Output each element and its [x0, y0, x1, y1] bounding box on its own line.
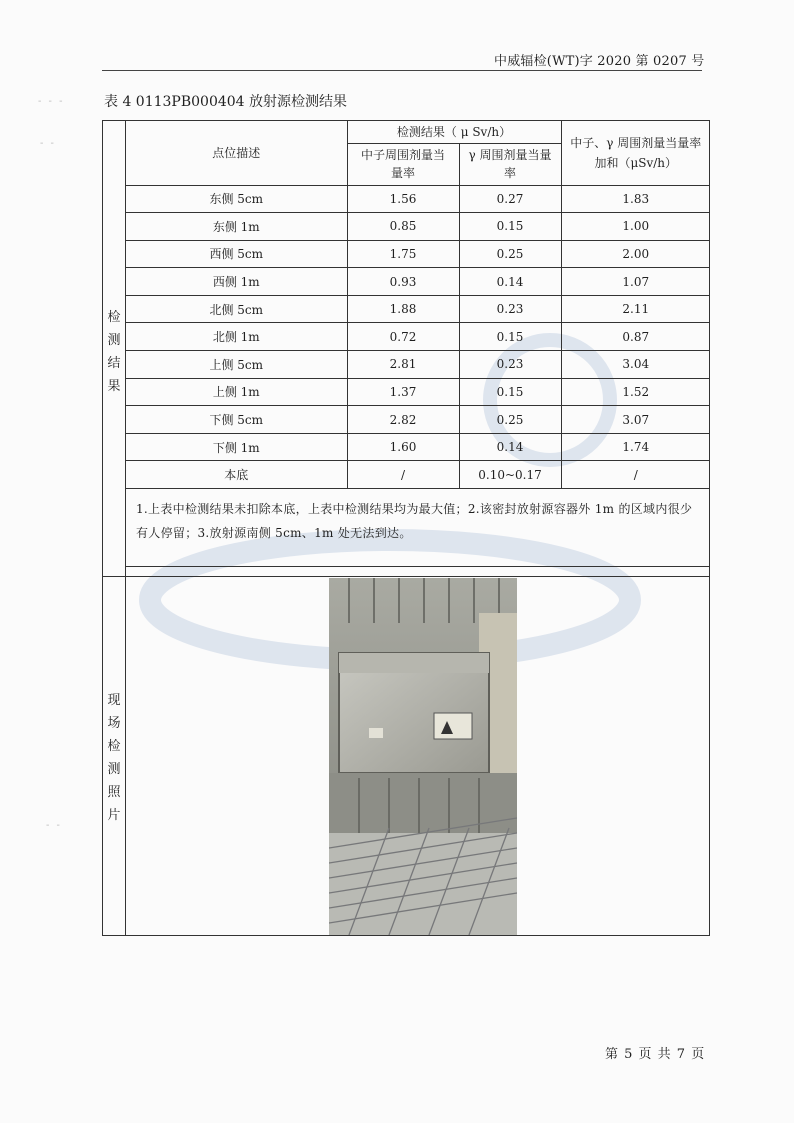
header-rule	[102, 70, 702, 71]
side-label-text: 检测结果	[107, 310, 121, 394]
cell-point: 北侧 5cm	[126, 295, 347, 323]
table-row	[126, 406, 710, 434]
cell-sum: 3.04	[561, 351, 710, 379]
cell-gamma: 0.15	[459, 213, 561, 241]
cell-gamma: 0.25	[459, 240, 561, 268]
cell-neutron: 0.72	[347, 323, 459, 351]
page-footer: 第 5 页 共 7 页	[605, 1047, 706, 1062]
photo-section-divider	[103, 576, 709, 577]
cell-point: 东侧 5cm	[126, 185, 347, 213]
cell-point: 下侧 5cm	[126, 406, 347, 434]
cell-point: 西侧 1m	[126, 268, 347, 296]
scan-mark: - -	[46, 820, 62, 831]
cell-sum: 1.00	[561, 213, 710, 241]
cell-gamma: 0.27	[459, 185, 561, 213]
cell-neutron: 2.82	[347, 406, 459, 434]
header-neutron: 中子周围剂量当量率	[347, 143, 459, 185]
table-row	[126, 351, 710, 379]
cell-neutron: 0.93	[347, 268, 459, 296]
cell-gamma: 0.14	[459, 433, 561, 461]
cell-neutron: 1.60	[347, 433, 459, 461]
header-sum: 中子、γ 周围剂量当量率加和（μSv/h）	[561, 121, 710, 185]
cell-point: 本底	[126, 461, 347, 489]
scan-mark: - - -	[38, 96, 65, 107]
cell-sum: 1.52	[561, 378, 710, 406]
cell-sum: 1.74	[561, 433, 710, 461]
cell-neutron: /	[347, 461, 459, 489]
header-gamma: γ 周围剂量当量率	[459, 143, 561, 185]
cell-gamma: 0.10~0.17	[459, 461, 561, 489]
side-label-text: 现场检测照片	[107, 693, 121, 823]
cell-sum: /	[561, 461, 710, 489]
note-text: 1.上表中检测结果未扣除本底，上表中检测结果均为最大值；2.该密封放射源容器外 1m 的区域内很少有人停留；3.放射源南侧 5cm、1m 处无法到达。	[126, 489, 710, 567]
table-row	[126, 213, 710, 241]
cell-gamma: 0.15	[459, 323, 561, 351]
cell-sum: 1.83	[561, 185, 710, 213]
table-row	[126, 433, 710, 461]
cell-point: 上侧 5cm	[126, 351, 347, 379]
cell-gamma: 0.23	[459, 351, 561, 379]
cell-sum: 2.00	[561, 240, 710, 268]
scan-mark: - -	[40, 138, 56, 149]
cell-gamma: 0.14	[459, 268, 561, 296]
cell-point: 北侧 1m	[126, 323, 347, 351]
site-photo-image	[329, 578, 517, 935]
table-row	[126, 268, 710, 296]
table-row	[126, 295, 710, 323]
cell-gamma: 0.25	[459, 406, 561, 434]
header-group: 检测结果（ μ Sv/h）	[347, 121, 561, 143]
cell-sum: 3.07	[561, 406, 710, 434]
cell-neutron: 1.75	[347, 240, 459, 268]
side-label-results	[103, 306, 125, 398]
document-code: 中威辐检(WT)字 2020 第 0207 号	[494, 54, 705, 69]
cell-sum: 2.11	[561, 295, 710, 323]
table-row	[126, 461, 710, 489]
results-frame	[102, 120, 710, 936]
cell-point: 下侧 1m	[126, 433, 347, 461]
cell-neutron: 0.85	[347, 213, 459, 241]
table-caption: 表 4 0113PB000404 放射源检测结果	[104, 94, 348, 110]
cell-gamma: 0.15	[459, 378, 561, 406]
table-row	[126, 185, 710, 213]
cell-sum: 1.07	[561, 268, 710, 296]
table-row	[126, 323, 710, 351]
cell-sum: 0.87	[561, 323, 710, 351]
cell-gamma: 0.23	[459, 295, 561, 323]
header-point: 点位描述	[126, 121, 347, 185]
table-row	[126, 240, 710, 268]
cell-neutron: 2.81	[347, 351, 459, 379]
side-label-photo	[103, 689, 125, 827]
results-table	[126, 121, 710, 567]
cell-neutron: 1.88	[347, 295, 459, 323]
cell-point: 上侧 1m	[126, 378, 347, 406]
cell-neutron: 1.37	[347, 378, 459, 406]
results-rows	[126, 185, 710, 489]
table-row	[126, 378, 710, 406]
cell-point: 东侧 1m	[126, 213, 347, 241]
cell-neutron: 1.56	[347, 185, 459, 213]
cell-point: 西侧 5cm	[126, 240, 347, 268]
site-photo	[329, 578, 517, 935]
